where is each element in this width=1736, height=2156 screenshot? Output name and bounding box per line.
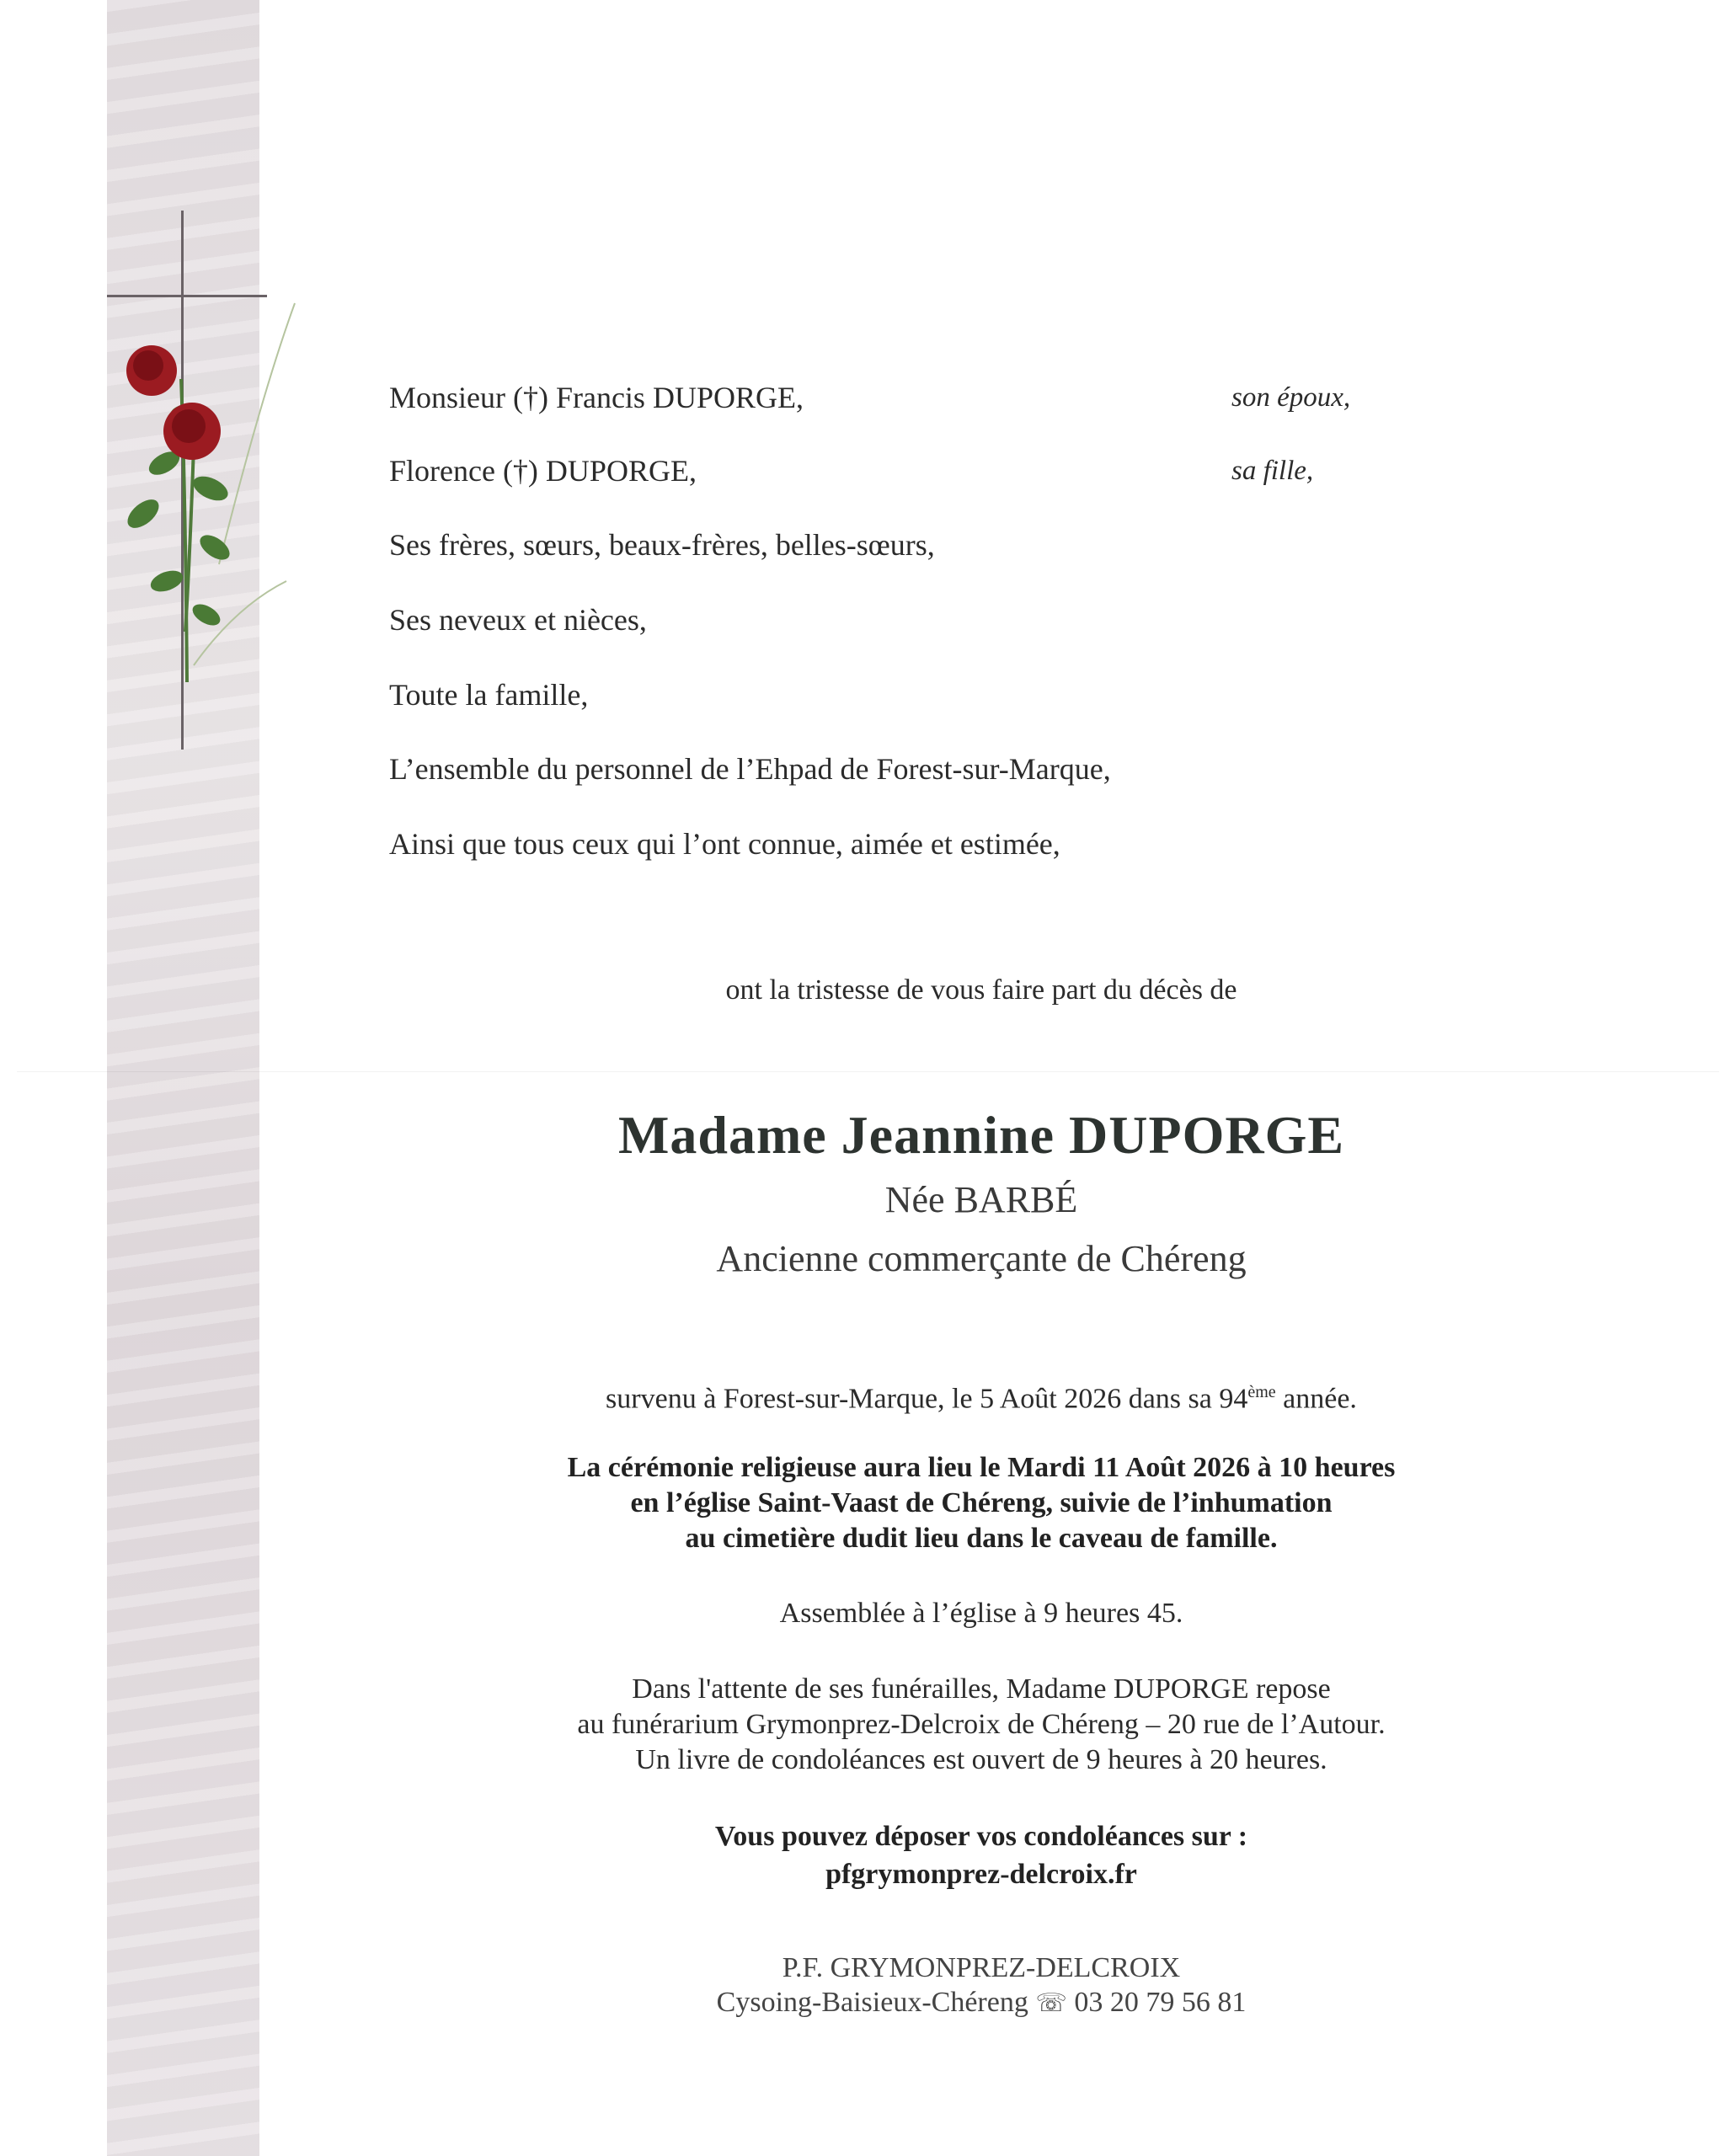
cross-roses-illustration xyxy=(93,211,312,766)
condolences-label: Vous pouvez déposer vos condoléances sur : xyxy=(714,1821,1248,1852)
phone-number[interactable]: 03 20 79 56 81 xyxy=(1074,1987,1247,2018)
family-line: Toute la famille, xyxy=(389,678,589,712)
repose-line: Un livre de condoléances est ouvert de 9 heures à 20 heures. xyxy=(635,1744,1327,1775)
family-line: Monsieur (†) Francis DUPORGE, xyxy=(389,381,804,414)
repose-line: Dans l'attente de ses funérailles, Madame DUPORGE repose xyxy=(632,1673,1331,1705)
phone-icon: ☏ xyxy=(1035,1988,1067,2018)
ceremony-line: La cérémonie religieuse aura lieu le Mardi 11 Août 2026 à 10 heures xyxy=(567,1452,1396,1483)
death-text-end: année. xyxy=(1275,1383,1357,1415)
family-line: Florence (†) DUPORGE, xyxy=(389,454,697,488)
funeral-home-contact xyxy=(472,1985,1491,2021)
family-line: Ses neveux et nièces, xyxy=(389,603,647,637)
announcement-text: ont la tristesse de vous faire part du décès de xyxy=(725,974,1237,1006)
condolences-website[interactable]: pfgrymonprez-delcroix.fr xyxy=(825,1859,1137,1890)
death-notice xyxy=(472,1374,1491,1417)
funeral-home-name: P.F. GRYMONPREZ-DELCROIX xyxy=(782,1952,1181,1983)
maiden-name: Née BARBÉ xyxy=(884,1179,1078,1220)
death-superscript: ème xyxy=(1247,1383,1276,1401)
family-line: Ses frères, sœurs, beaux-frères, belles-sœurs, xyxy=(389,528,935,562)
repose-line: au funérarium Grymonprez-Delcroix de Chéreng – 20 rue de l’Autour. xyxy=(577,1709,1386,1740)
assembly-text: Assemblée à l’église à 9 heures 45. xyxy=(779,1598,1183,1629)
family-line: L’ensemble du personnel de l’Ehpad de Forest-sur-Marque, xyxy=(389,752,1111,786)
deceased-name: Madame Jeannine DUPORGE xyxy=(617,1105,1345,1165)
funeral-home-location: Cysoing-Baisieux-Chéreng xyxy=(716,1987,1028,2018)
family-line: Ainsi que tous ceux qui l’ont connue, aimée et estimée, xyxy=(389,827,1060,861)
fold-line xyxy=(17,1071,1719,1072)
family-role: son époux, xyxy=(1231,382,1351,413)
occupation: Ancienne commerçante de Chéreng xyxy=(716,1238,1247,1279)
rose-icon xyxy=(126,345,221,460)
ceremony-line: en l’église Saint-Vaast de Chéreng, suivie de l’inhumation xyxy=(630,1487,1333,1518)
death-text: survenu à Forest-sur-Marque, le 5 Août 2026 dans sa 94 xyxy=(606,1383,1248,1415)
ceremony-line: au cimetière dudit lieu dans le caveau de famille. xyxy=(685,1523,1278,1554)
family-role: sa fille, xyxy=(1231,456,1314,486)
